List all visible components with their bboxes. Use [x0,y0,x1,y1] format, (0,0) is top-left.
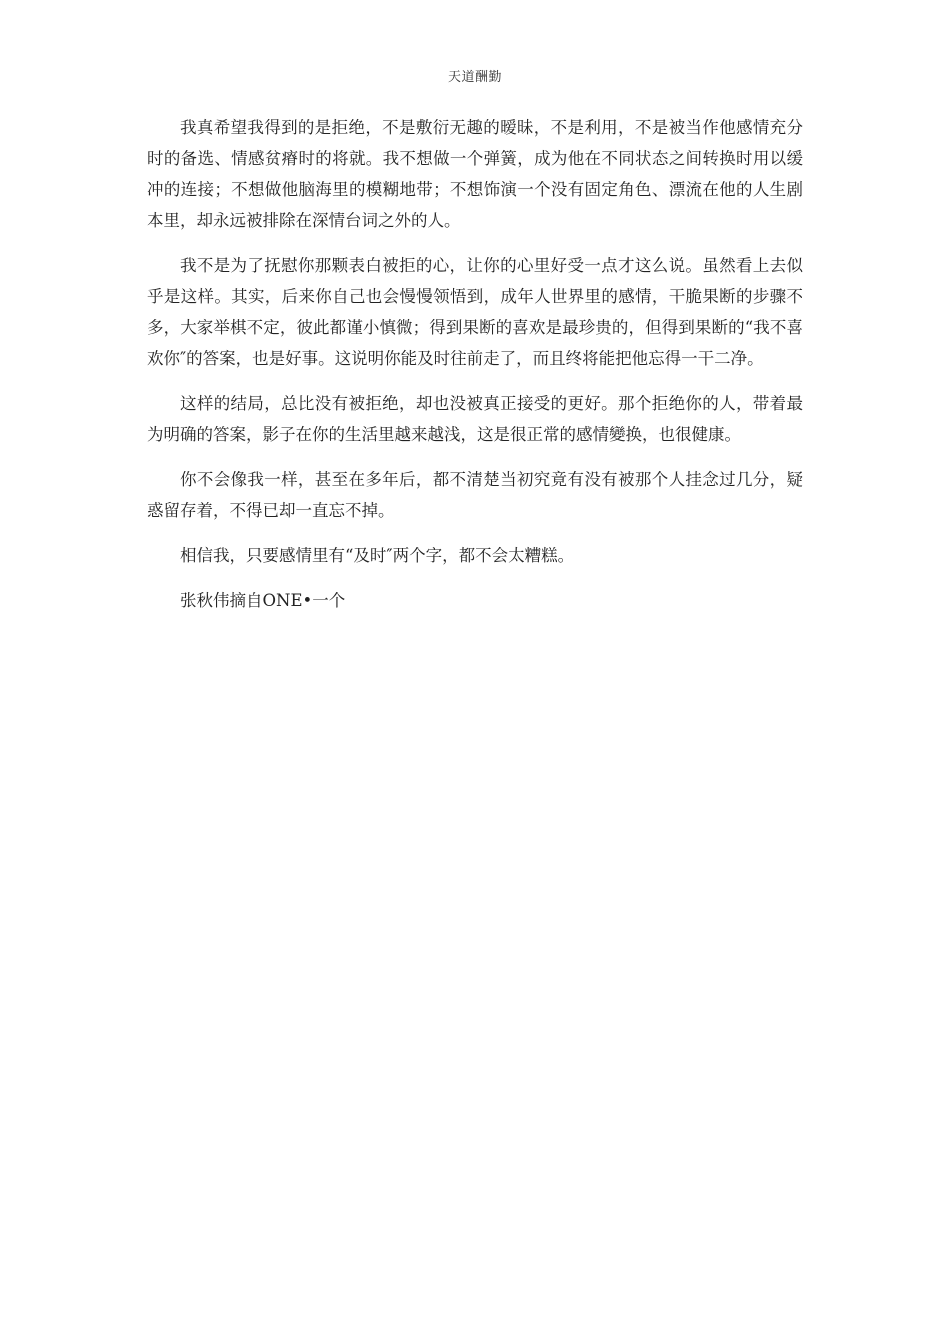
source-attribution: 张秋伟摘自ONE•一个 [180,591,346,610]
paragraph-4: 你不会像我一样，甚至在多年后，都不清楚当初究竟有没有被那个人挂念过几分，疑惑留存着，不得已却一直忘不掉。 [147,470,803,520]
paragraph-2: 我不是为了抚慰你那颗表白被拒的心，让你的心里好受一点才这么说。虽然看上去似乎是这样。其实，后来你自己也会慢慢领悟到，成年人世界里的感情，干脆果断的步骤不多，大家举棋不定，彼此都谨小慎微；得到果断的喜欢是最珍贵的，但得到果断的“我不喜欢你″的答案，也是好事。这说明你能及时往前走了，而且终将能把他忘得一干二净。 [147,256,803,368]
paragraph-1: 我真希望我得到的是拒绝，不是敷衍无趣的暧昧，不是利用，不是被当作他感情充分时的备选、情感贫瘠时的将就。我不想做一个弹簧，成为他在不同状态之间转换时用以缓冲的连接；不想做他脑海里的模糊地带；不想饰演一个没有固定角色、漂流在他的人生剧本里，却永远被排除在深情台词之外的人。 [147,118,803,230]
paragraph-5: 相信我，只要感情里有“及时″两个字，都不会太糟糕。 [180,546,575,565]
paragraph-3: 这样的结局，总比没有被拒绝，却也没被真正接受的更好。那个拒绝你的人，带着最为明确的答案，影子在你的生活里越来越浅，这是很正常的感情變换，也很健康。 [147,394,803,444]
article-body [147,112,803,630]
page-header: 天道酬勤 [447,70,502,85]
